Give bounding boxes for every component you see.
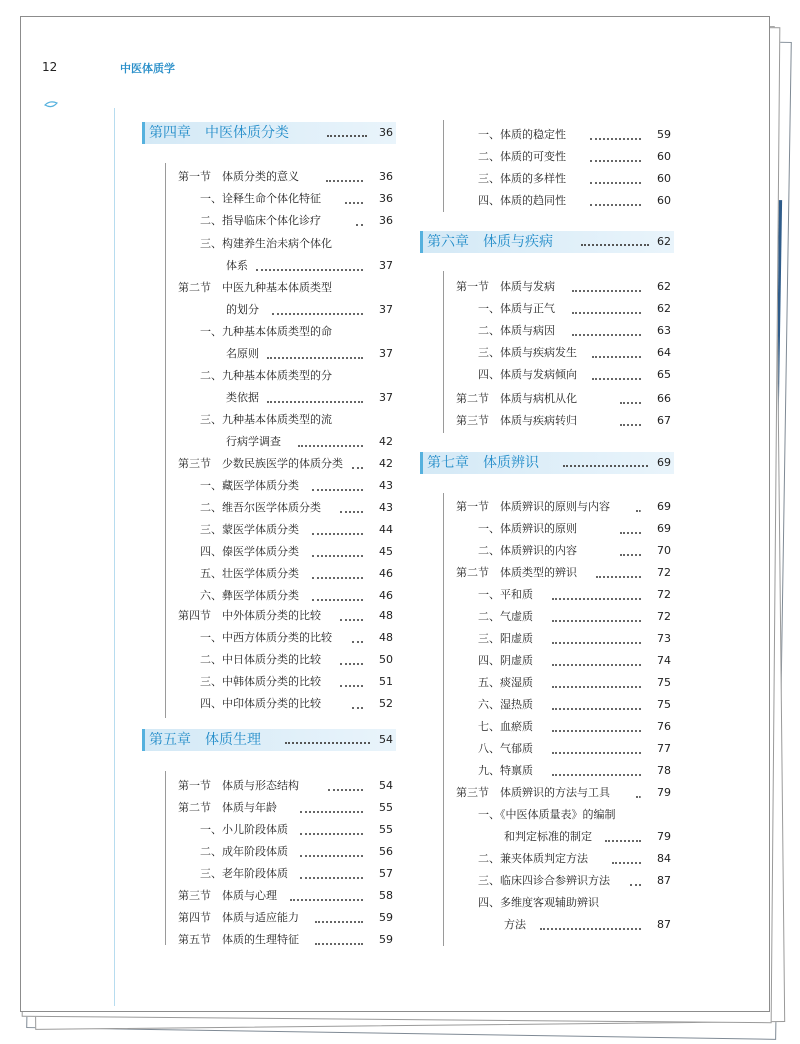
- toc-entry[interactable]: [456, 499, 671, 515]
- toc-entry-title: 二、兼夹体质判定方法: [478, 852, 588, 865]
- toc-entry[interactable]: [200, 522, 393, 538]
- toc-entry[interactable]: [478, 851, 671, 867]
- dot-leader: [300, 866, 363, 882]
- toc-entry-title: 三、老年阶段体质: [200, 867, 288, 880]
- toc-entry[interactable]: [178, 456, 393, 472]
- dot-leader: [300, 822, 363, 838]
- toc-entry-title: 二、维吾尔医学体质分类: [200, 501, 321, 514]
- toc-entry[interactable]: [478, 675, 671, 691]
- toc-entry-page: 43: [379, 479, 393, 492]
- toc-entry[interactable]: [200, 368, 393, 384]
- toc-entry-page: 62: [657, 302, 671, 315]
- toc-entry[interactable]: [478, 873, 671, 889]
- toc-entry[interactable]: [456, 413, 671, 429]
- toc-entry-title: 一、藏医学体质分类: [200, 479, 299, 492]
- toc-entry-page: 74: [657, 654, 671, 667]
- dot-leader: [312, 522, 363, 538]
- toc-entry-title: 三、蒙医学体质分类: [200, 523, 299, 536]
- toc-entry[interactable]: [226, 346, 393, 362]
- toc-entry-page: 60: [657, 172, 671, 185]
- dot-leader: [312, 544, 363, 560]
- dot-leader: [312, 588, 363, 604]
- toc-entry-page: 73: [657, 632, 671, 645]
- toc-entry[interactable]: [478, 763, 671, 779]
- toc-entry[interactable]: [456, 279, 671, 295]
- chapter-5-heading[interactable]: [142, 729, 396, 751]
- toc-entry-page: 52: [379, 697, 393, 710]
- toc-entry[interactable]: [226, 434, 393, 450]
- section-bracket: [165, 771, 166, 945]
- toc-entry-page: 42: [379, 435, 393, 448]
- chapter-page: 69: [657, 456, 671, 469]
- toc-entry-title: 名原则: [226, 347, 259, 360]
- chapter-title: 第六章 体质与疾病: [427, 234, 553, 250]
- toc-entry[interactable]: [456, 785, 671, 801]
- dot-leader: [352, 696, 363, 712]
- toc-entry-title: 第三节 少数民族医学的体质分类: [178, 457, 343, 470]
- toc-entry[interactable]: [200, 696, 393, 712]
- chapter-page: 36: [379, 126, 393, 139]
- toc-entry-page: 36: [379, 214, 393, 227]
- toc-entry[interactable]: [478, 543, 671, 559]
- dot-leader: [581, 231, 649, 253]
- dot-leader: [552, 631, 641, 647]
- toc-entry-page: 67: [657, 414, 671, 427]
- toc-entry-title: 三、体质与疾病发生: [478, 346, 577, 359]
- dot-leader: [630, 873, 641, 889]
- toc-entry-title: 八、气郁质: [478, 742, 533, 755]
- toc-entry-title: 四、傣医学体质分类: [200, 545, 299, 558]
- toc-entry[interactable]: [478, 587, 671, 603]
- toc-entry-title: 第二节 中医九种基本体质类型: [178, 281, 332, 294]
- dot-leader: [285, 729, 370, 751]
- toc-entry[interactable]: [200, 500, 393, 516]
- toc-entry-page: 59: [379, 911, 393, 924]
- toc-entry-page: 72: [657, 610, 671, 623]
- toc-entry[interactable]: [200, 478, 393, 494]
- toc-entry-page: 46: [379, 589, 393, 602]
- dot-leader: [552, 763, 641, 779]
- dot-leader: [312, 478, 363, 494]
- toc-entry-title: 三、体质的多样性: [478, 172, 566, 185]
- toc-entry-title: 四、体质与发病倾向: [478, 368, 577, 381]
- dot-leader: [592, 367, 641, 383]
- toc-entry-page: 58: [379, 889, 393, 902]
- toc-entry[interactable]: [200, 822, 393, 838]
- toc-entry-title: 行病学调查: [226, 435, 281, 448]
- toc-entry-page: 59: [379, 933, 393, 946]
- toc-entry-title: 二、指导临床个体化诊疗: [200, 214, 321, 227]
- dot-leader: [326, 169, 363, 185]
- toc-entry[interactable]: [226, 258, 393, 274]
- dot-leader: [636, 499, 641, 515]
- chapter-title: 第七章 体质辨识: [427, 455, 539, 471]
- dot-leader: [620, 521, 641, 537]
- toc-entry-page: 79: [657, 786, 671, 799]
- dot-leader: [267, 390, 363, 406]
- toc-entry-title: 第一节 体质分类的意义: [178, 170, 299, 183]
- dot-leader: [340, 652, 363, 668]
- toc-entry-page: 50: [379, 653, 393, 666]
- toc-entry-page: 37: [379, 259, 393, 272]
- dot-leader: [590, 127, 641, 143]
- toc-entry-page: 44: [379, 523, 393, 536]
- toc-entry[interactable]: [478, 741, 671, 757]
- toc-entry-title: 第二节 体质类型的辨识: [456, 566, 577, 579]
- toc-entry-title: 第三节 体质与心理: [178, 889, 277, 902]
- toc-entry-title: 一、平和质: [478, 588, 533, 601]
- dot-leader: [620, 391, 641, 407]
- toc-entry-page: 64: [657, 346, 671, 359]
- toc-entry-title: 类依据: [226, 391, 259, 404]
- dot-leader: [563, 452, 648, 474]
- toc-entry[interactable]: [178, 800, 393, 816]
- dot-leader: [352, 456, 363, 472]
- dot-leader: [572, 323, 641, 339]
- toc-entry-title: 第一节 体质辨识的原则与内容: [456, 500, 610, 513]
- toc-entry-page: 60: [657, 194, 671, 207]
- toc-entry[interactable]: [478, 807, 671, 823]
- toc-entry-page: 75: [657, 698, 671, 711]
- dot-leader: [327, 122, 367, 144]
- toc-entry-page: 48: [379, 609, 393, 622]
- toc-entry[interactable]: [200, 191, 393, 207]
- toc-entry[interactable]: [478, 719, 671, 735]
- dot-leader: [592, 345, 641, 361]
- toc-entry[interactable]: [478, 653, 671, 669]
- toc-entry-title: 三、九种基本体质类型的流: [200, 413, 332, 426]
- toc-entry-page: 70: [657, 544, 671, 557]
- dot-leader: [596, 565, 641, 581]
- toc-entry[interactable]: [504, 917, 671, 933]
- dot-leader: [352, 630, 363, 646]
- dot-leader: [540, 917, 641, 933]
- chapter-4-heading[interactable]: [142, 122, 396, 144]
- toc-entry-page: 51: [379, 675, 393, 688]
- toc-entry[interactable]: [478, 697, 671, 713]
- dot-leader: [620, 543, 641, 559]
- dot-leader: [340, 500, 363, 516]
- dot-leader: [340, 674, 363, 690]
- toc-entry[interactable]: [200, 844, 393, 860]
- toc-entry-title: 七、血瘀质: [478, 720, 533, 733]
- toc-entry-page: 62: [657, 280, 671, 293]
- toc-entry[interactable]: [478, 631, 671, 647]
- dot-leader: [590, 149, 641, 165]
- dot-leader: [356, 213, 363, 229]
- toc-entry-page: 55: [379, 823, 393, 836]
- toc-entry-page: 72: [657, 588, 671, 601]
- dot-leader: [552, 675, 641, 691]
- toc-entry[interactable]: [200, 652, 393, 668]
- toc-entry-page: 77: [657, 742, 671, 755]
- toc-entry[interactable]: [478, 345, 671, 361]
- toc-entry-title: 六、彝医学体质分类: [200, 589, 299, 602]
- dot-leader: [345, 191, 363, 207]
- toc-entry-title: 四、阴虚质: [478, 654, 533, 667]
- chapter-title: 第四章 中医体质分类: [149, 125, 289, 141]
- toc-entry-title: 二、九种基本体质类型的分: [200, 369, 332, 382]
- toc-entry[interactable]: [178, 888, 393, 904]
- dot-leader: [300, 844, 363, 860]
- toc-entry-title: 三、阳虚质: [478, 632, 533, 645]
- toc-entry[interactable]: [478, 193, 671, 209]
- toc-entry-title: 一、体质的稳定性: [478, 128, 566, 141]
- chapter-6-heading[interactable]: [420, 231, 674, 253]
- dot-leader: [605, 829, 641, 845]
- toc-entry-title: 第四节 体质与适应能力: [178, 911, 299, 924]
- toc-entry-page: 54: [379, 779, 393, 792]
- toc-entry[interactable]: [478, 149, 671, 165]
- chapter-page: 62: [657, 235, 671, 248]
- dot-leader: [590, 171, 641, 187]
- toc-entry-title: 三、中韩体质分类的比较: [200, 675, 321, 688]
- toc-entry-title: 一、九种基本体质类型的命: [200, 325, 332, 338]
- toc-entry-page: 46: [379, 567, 393, 580]
- toc-entry[interactable]: [200, 566, 393, 582]
- toc-entry-title: 第四节 中外体质分类的比较: [178, 609, 321, 622]
- toc-entry-title: 体系: [226, 259, 248, 272]
- toc-entry-title: 方法: [504, 918, 526, 931]
- toc-entry[interactable]: [178, 932, 393, 948]
- dot-leader: [272, 302, 363, 318]
- running-title: 中医体质学: [120, 62, 175, 75]
- toc-entry[interactable]: [200, 324, 393, 340]
- toc-entry-title: 五、壮医学体质分类: [200, 567, 299, 580]
- toc-entry-title: 一、体质辨识的原则: [478, 522, 577, 535]
- toc-entry[interactable]: [478, 301, 671, 317]
- section-bracket: [443, 493, 444, 946]
- toc-entry-title: 第二节 体质与病机从化: [456, 392, 577, 405]
- toc-entry[interactable]: [178, 910, 393, 926]
- toc-entry-page: 87: [657, 874, 671, 887]
- dot-leader: [290, 888, 363, 904]
- toc-entry[interactable]: [478, 171, 671, 187]
- dot-leader: [256, 258, 363, 274]
- toc-entry-title: 二、中日体质分类的比较: [200, 653, 321, 666]
- toc-entry-title: 四、多维度客观辅助辨识: [478, 896, 599, 909]
- toc-entry[interactable]: [200, 412, 393, 428]
- toc-entry-page: 36: [379, 192, 393, 205]
- toc-entry-title: 九、特禀质: [478, 764, 533, 777]
- dot-leader: [315, 932, 363, 948]
- toc-entry[interactable]: [200, 630, 393, 646]
- toc-entry-title: 四、体质的趋同性: [478, 194, 566, 207]
- toc-entry[interactable]: [178, 169, 393, 185]
- toc-entry-page: 78: [657, 764, 671, 777]
- toc-entry-page: 56: [379, 845, 393, 858]
- toc-entry-title: 第一节 体质与发病: [456, 280, 555, 293]
- toc-entry-page: 79: [657, 830, 671, 843]
- toc-entry-page: 72: [657, 566, 671, 579]
- toc-entry-title: 三、临床四诊合参辨识方法: [478, 874, 610, 887]
- leaf-icon: [44, 100, 58, 110]
- toc-entry-title: 一、诠释生命个体化特征: [200, 192, 321, 205]
- toc-entry-title: 五、痰湿质: [478, 676, 533, 689]
- toc-entry-page: 65: [657, 368, 671, 381]
- toc-entry-title: 一、《中医体质量表》的编制: [478, 808, 616, 821]
- toc-entry[interactable]: [178, 778, 393, 794]
- toc-entry-title: 第五节 体质的生理特征: [178, 933, 299, 946]
- dot-leader: [552, 653, 641, 669]
- toc-entry-page: 37: [379, 303, 393, 316]
- dot-leader: [328, 778, 363, 794]
- toc-entry-title: 一、小儿阶段体质: [200, 823, 288, 836]
- toc-entry-page: 37: [379, 391, 393, 404]
- toc-entry-page: 60: [657, 150, 671, 163]
- dot-leader: [572, 301, 641, 317]
- toc-entry-page: 69: [657, 522, 671, 535]
- dot-leader: [300, 800, 363, 816]
- dot-leader: [552, 697, 641, 713]
- toc-entry-page: 69: [657, 500, 671, 513]
- dot-leader: [552, 741, 641, 757]
- toc-entry[interactable]: [456, 565, 671, 581]
- dot-leader: [612, 851, 641, 867]
- toc-entry-title: 一、体质与正气: [478, 302, 555, 315]
- toc-entry[interactable]: [200, 544, 393, 560]
- dot-leader: [590, 193, 641, 209]
- toc-entry[interactable]: [178, 280, 393, 296]
- toc-entry[interactable]: [200, 674, 393, 690]
- page-number: 12: [42, 60, 58, 74]
- dot-leader: [552, 719, 641, 735]
- toc-entry-page: 75: [657, 676, 671, 689]
- dot-leader: [572, 279, 641, 295]
- chapter-page: 54: [379, 733, 393, 746]
- toc-entry-page: 37: [379, 347, 393, 360]
- chapter-title: 第五章 体质生理: [149, 732, 261, 748]
- toc-entry-title: 二、体质辨识的内容: [478, 544, 577, 557]
- dot-leader: [298, 434, 363, 450]
- toc-entry[interactable]: [478, 367, 671, 383]
- toc-entry-page: 84: [657, 852, 671, 865]
- toc-entry[interactable]: [200, 213, 393, 229]
- toc-entry[interactable]: [200, 866, 393, 882]
- section-bracket: [165, 163, 166, 718]
- toc-entry-page: 43: [379, 501, 393, 514]
- toc-entry[interactable]: [478, 323, 671, 339]
- section-bracket: [443, 271, 444, 433]
- toc-entry-page: 45: [379, 545, 393, 558]
- toc-entry-page: 42: [379, 457, 393, 470]
- toc-entry-title: 第二节 体质与年龄: [178, 801, 277, 814]
- toc-entry[interactable]: [478, 895, 671, 911]
- toc-entry-title: 二、气虚质: [478, 610, 533, 623]
- toc-entry-page: 66: [657, 392, 671, 405]
- toc-entry-title: 二、成年阶段体质: [200, 845, 288, 858]
- toc-entry[interactable]: [200, 588, 393, 604]
- toc-entry[interactable]: [456, 391, 671, 407]
- toc-entry-page: 36: [379, 170, 393, 183]
- dot-leader: [552, 587, 641, 603]
- toc-entry-page: 76: [657, 720, 671, 733]
- dot-leader: [312, 566, 363, 582]
- dot-leader: [636, 785, 641, 801]
- toc-entry-title: 六、湿热质: [478, 698, 533, 711]
- section-bracket: [443, 120, 444, 212]
- toc-entry[interactable]: [478, 127, 671, 143]
- toc-entry-title: 第三节 体质辨识的方法与工具: [456, 786, 610, 799]
- toc-entry-title: 的划分: [226, 303, 259, 316]
- toc-entry[interactable]: [478, 609, 671, 625]
- toc-entry-page: 63: [657, 324, 671, 337]
- toc-entry-title: 二、体质的可变性: [478, 150, 566, 163]
- dot-leader: [340, 608, 363, 624]
- toc-entry-title: 三、构建养生治未病个体化: [200, 237, 332, 250]
- toc-entry[interactable]: [504, 829, 671, 845]
- toc-entry-title: 和判定标准的制定: [504, 830, 592, 843]
- toc-entry[interactable]: [200, 236, 393, 252]
- chapter-7-heading[interactable]: [420, 452, 674, 474]
- toc-entry-page: 55: [379, 801, 393, 814]
- toc-entry-title: 第一节 体质与形态结构: [178, 779, 299, 792]
- dot-leader: [267, 346, 363, 362]
- toc-entry-page: 48: [379, 631, 393, 644]
- dot-leader: [552, 609, 641, 625]
- toc-entry-title: 四、中印体质分类的比较: [200, 697, 321, 710]
- toc-entry[interactable]: [226, 390, 393, 406]
- dot-leader: [620, 413, 641, 429]
- toc-entry-page: 57: [379, 867, 393, 880]
- toc-entry[interactable]: [478, 521, 671, 537]
- toc-entry-title: 一、中西方体质分类的比较: [200, 631, 332, 644]
- toc-entry[interactable]: [226, 302, 393, 318]
- dot-leader: [315, 910, 363, 926]
- toc-entry[interactable]: [178, 608, 393, 624]
- toc-entry-title: 第三节 体质与疾病转归: [456, 414, 577, 427]
- toc-entry-page: 59: [657, 128, 671, 141]
- margin-rail: [114, 108, 115, 1006]
- toc-entry-page: 87: [657, 918, 671, 931]
- toc-entry-title: 二、体质与病因: [478, 324, 555, 337]
